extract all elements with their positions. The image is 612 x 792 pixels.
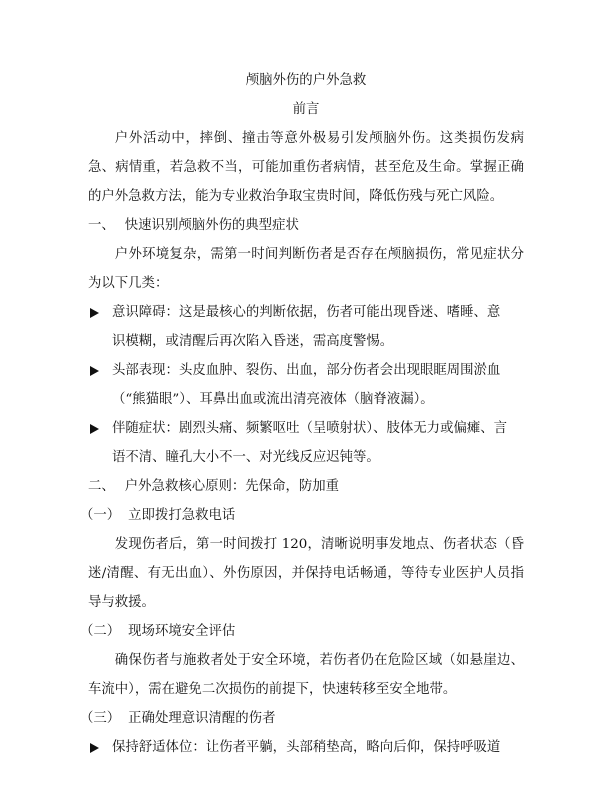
bullet-line-cont: 识模糊，或清醒后再次陷入昏迷，需高度警惕。 [112,334,394,349]
subsection-1-number: （一） [80,508,121,523]
bullet-line-cont: （“熊猫眼”）、耳鼻出血或流出清亮液体（脑脊液漏）。 [112,392,434,407]
triangle-bullet-icon [90,743,99,753]
intro-paragraph: 户外活动中，摔倒、撞击等意外极易引发颅脑外伤。这类损伤发病急、病情重，若急救不当，可能加重伤者病情，甚至危及生命。掌握正确的户外急救方法，能为专业救治争取宝贵时间，降低伤残与死亡风险。 [88,131,524,204]
section-2-heading [88,472,524,501]
subsection-2-paragraph: 确保伤者与施救者处于安全环境，若伤者仍在危险区域（如悬崖边、车流中），需在避免二次损伤的前提下，快速转移至安全地带。 [88,653,524,697]
section-1-title: 快速识别颅脑外伤的典型症状 [124,218,299,233]
subsection-1-paragraph: 发现伤者后，第一时间拨打 120，清晰说明事发地点、伤者状态（昏迷/清醒、有无出血）、外伤原因，并保持电话畅通，等待专业医护人员指导与救援。 [88,537,524,610]
conscious-care-bullet-1 [88,733,524,762]
subsection-3-title: 正确处理意识清醒的伤者 [128,711,276,726]
symptom-bullet-2 [88,356,524,414]
section-2-number: 二、 [88,479,115,494]
section-1-paragraph: 户外环境复杂，需第一时间判断伤者是否存在颅脑损伤，常见症状分为以下几类： [88,247,524,291]
section-1-heading [88,211,524,240]
triangle-bullet-icon [90,308,99,318]
subsection-3-number: （三） [80,711,121,726]
bullet-line: 伴随症状：剧烈头痛、频繁呕吐（呈喷射状）、肢体无力或偏瘫、言 [112,421,508,436]
document-title: 颅脑外伤的户外急救 [245,73,367,88]
triangle-bullet-icon [90,366,99,376]
document-content [80,66,524,762]
bullet-line-cont: 语不清、瞳孔大小不一、对光线反应迟钝等。 [112,450,380,465]
symptom-bullet-1 [88,298,524,356]
bullet-line: 意识障碍：这是最核心的判断依据，伤者可能出现昏迷、嗜睡、意 [112,305,501,320]
subsection-2-title: 现场环境安全评估 [128,624,236,639]
subsection-1-heading [80,501,524,530]
section-1-number: 一、 [88,218,115,233]
triangle-bullet-icon [90,424,99,434]
document-subtitle: 前言 [292,102,320,117]
subsection-3-heading [80,704,524,733]
symptom-bullet-3 [88,414,524,472]
section-2-title: 户外急救核心原则：先保命，防加重 [124,479,340,494]
subsection-1-title: 立即拨打急救电话 [128,508,236,523]
bullet-line: 头部表现：头皮血肿、裂伤、出血，部分伤者会出现眼眶周围淤血 [112,363,501,378]
subsection-2-heading [80,617,524,646]
subsection-2-number: （二） [80,624,121,639]
bullet-line: 保持舒适体位：让伤者平躺，头部稍垫高，略向后仰，保持呼吸道 [112,740,501,755]
